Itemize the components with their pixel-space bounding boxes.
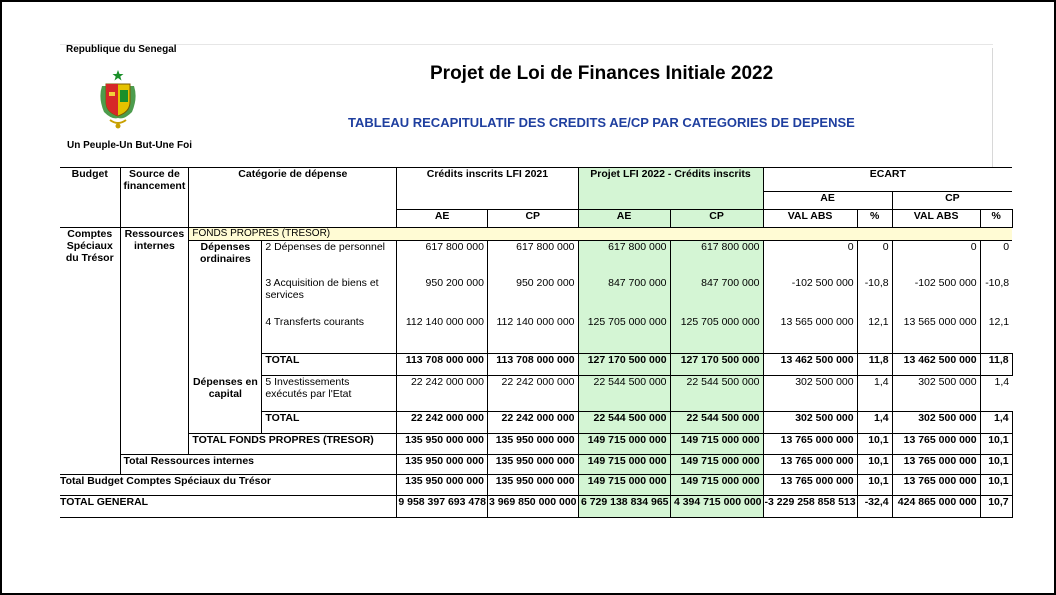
cell: 10,1 — [857, 455, 892, 475]
cell: 1,4 — [980, 412, 1012, 434]
cell: 149 715 000 000 — [578, 455, 670, 475]
republic-label: Republique du Senegal — [66, 44, 177, 55]
cell: 0 — [892, 241, 980, 277]
cell: 0 — [1003, 241, 1010, 253]
cell: 950 200 000 — [397, 277, 488, 316]
cell: 302 500 000 — [763, 376, 857, 412]
cell: 135 950 000 000 — [487, 455, 578, 475]
page-title: Projet de Loi de Finances Initiale 2022 — [430, 63, 774, 84]
cell: 1,4 — [857, 412, 892, 434]
total-budget-label: Total Budget Comptes Spéciaux du Trésor — [60, 475, 397, 496]
cell: 12,1 — [857, 316, 892, 354]
coat-of-arms-icon — [96, 68, 140, 130]
motto: Un Peuple-Un But-Une Foi — [67, 140, 192, 151]
col-2021-cp: CP — [487, 210, 578, 228]
cell: 10,1 — [857, 475, 892, 496]
cell: -3 229 258 858 513 — [763, 496, 857, 518]
cell: -10,8 — [985, 276, 1010, 289]
cell: 127 170 500 000 — [578, 354, 670, 376]
dep-capital: Dépenses en capital — [189, 376, 262, 434]
total-ress-label: Total Ressources internes — [120, 455, 397, 475]
cell: 950 200 000 — [487, 277, 578, 316]
cell: 10,7 — [980, 496, 1012, 518]
cell: 9 958 397 693 478 — [397, 496, 488, 518]
cell: 112 140 000 000 — [487, 316, 578, 354]
col-2021-ae: AE — [397, 210, 488, 228]
cell: 22 544 500 000 — [670, 376, 763, 412]
fonds-propres-label: FONDS PROPRES (TRESOR) — [189, 228, 1012, 241]
cell: 11,8 — [980, 354, 1012, 376]
cell: -32,4 — [857, 496, 892, 518]
cell: 125 705 000 000 — [670, 316, 763, 354]
dep-ordinaires: Dépenses ordinaires — [189, 241, 262, 376]
cell: 1,4 — [994, 376, 1010, 388]
row-biens-label: 3 Acquisition de biens et services — [262, 277, 397, 316]
page-subtitle: TABLEAU RECAPITULATIF DES CREDITS AE/CP PAR CATEGORIES DE DEPENSE — [348, 115, 855, 130]
cell: 424 865 000 000 — [892, 496, 980, 518]
col-2022-ae: AE — [578, 210, 670, 228]
cell: 12,1 — [988, 315, 1010, 328]
total-general-label: TOTAL GENERAL — [60, 496, 397, 518]
cell: 6 729 138 834 965 — [578, 496, 670, 518]
cell: 135 950 000 000 — [397, 434, 488, 455]
row-invest-label: 5 Investissements exécutés par l'Etat — [262, 376, 397, 412]
cell: 22 544 500 000 — [670, 412, 763, 434]
col-plfi2022: Projet LFI 2022 - Crédits inscrits — [578, 168, 763, 210]
col-source: Source de financement — [120, 168, 189, 228]
cell: 13 565 000 000 — [892, 316, 980, 354]
cell: 10,1 — [980, 434, 1012, 455]
col-ecart: ECART — [763, 168, 1012, 192]
top-rule — [60, 44, 993, 45]
cell: 13 462 500 000 — [892, 354, 980, 376]
cell: 3 969 850 000 000 — [487, 496, 578, 518]
cell: 617 800 000 — [578, 241, 670, 277]
cell: 22 544 500 000 — [578, 376, 670, 412]
cell: 617 800 000 — [487, 241, 578, 277]
total-capital-label: TOTAL — [262, 412, 397, 434]
col-pct-cp: % — [980, 210, 1012, 228]
budget-name: Comptes Spéciaux du Trésor — [60, 228, 120, 475]
cell: 149 715 000 000 — [670, 434, 763, 455]
cell: 149 715 000 000 — [578, 475, 670, 496]
cell: 13 765 000 000 — [892, 475, 980, 496]
credits-table — [60, 167, 1013, 518]
cell: -102 500 000 — [763, 277, 857, 316]
source-name: Ressources internes — [120, 228, 189, 455]
cell: 22 242 000 000 — [487, 376, 578, 412]
cell: 302 500 000 — [892, 376, 980, 412]
cell: 13 462 500 000 — [763, 354, 857, 376]
cell: 135 950 000 000 — [397, 455, 488, 475]
right-rule — [992, 48, 993, 168]
cell: 10,1 — [857, 434, 892, 455]
cell: 10,1 — [980, 475, 1012, 496]
cell: 149 715 000 000 — [578, 434, 670, 455]
cell: 13 765 000 000 — [892, 455, 980, 475]
row-personnel-label: 2 Dépenses de personnel — [262, 241, 397, 277]
cell: 112 140 000 000 — [397, 316, 488, 354]
cell: -102 500 000 — [892, 277, 980, 316]
cell: 13 765 000 000 — [763, 434, 857, 455]
cell: 113 708 000 000 — [397, 354, 488, 376]
cell: 135 950 000 000 — [487, 475, 578, 496]
col-ecart-cp: CP — [892, 192, 1012, 210]
cell: 135 950 000 000 — [487, 434, 578, 455]
col-ecart-ae: AE — [763, 192, 892, 210]
cell: 302 500 000 — [763, 412, 857, 434]
total-ordinaires-label: TOTAL — [262, 354, 397, 376]
cell: 1,4 — [857, 376, 892, 412]
cell: 22 242 000 000 — [397, 412, 488, 434]
cell: 847 700 000 — [578, 277, 670, 316]
cell: 617 800 000 — [397, 241, 488, 277]
cell: 13 765 000 000 — [763, 455, 857, 475]
cell: 0 — [857, 241, 892, 277]
cell: 113 708 000 000 — [487, 354, 578, 376]
cell: 22 242 000 000 — [397, 376, 488, 412]
col-valabs-cp: VAL ABS — [892, 210, 980, 228]
cell: -10,8 — [857, 277, 892, 316]
col-category: Catégorie de dépense — [189, 168, 397, 228]
col-2022-cp: CP — [670, 210, 763, 228]
cell: 0 — [763, 241, 857, 277]
total-fonds-label: TOTAL FONDS PROPRES (TRESOR) — [189, 434, 397, 455]
cell: 11,8 — [857, 354, 892, 376]
cell: 4 394 715 000 000 — [670, 496, 763, 518]
col-budget: Budget — [60, 168, 120, 228]
cell: 13 765 000 000 — [892, 434, 980, 455]
cell: 847 700 000 — [670, 277, 763, 316]
cell: 22 544 500 000 — [578, 412, 670, 434]
cell: 127 170 500 000 — [670, 354, 763, 376]
cell: 149 715 000 000 — [670, 475, 763, 496]
cell: 13 565 000 000 — [763, 316, 857, 354]
cell: 617 800 000 — [670, 241, 763, 277]
cell: 22 242 000 000 — [487, 412, 578, 434]
col-pct-ae: % — [857, 210, 892, 228]
cell: 302 500 000 — [892, 412, 980, 434]
row-transferts-label: 4 Transferts courants — [262, 316, 397, 354]
cell: 135 950 000 000 — [397, 475, 488, 496]
cell: 13 765 000 000 — [763, 475, 857, 496]
cell: 10,1 — [980, 455, 1012, 475]
col-lfi2021: Crédits inscrits LFI 2021 — [397, 168, 578, 210]
col-valabs-ae: VAL ABS — [763, 210, 857, 228]
cell: 125 705 000 000 — [578, 316, 670, 354]
cell: 149 715 000 000 — [670, 455, 763, 475]
